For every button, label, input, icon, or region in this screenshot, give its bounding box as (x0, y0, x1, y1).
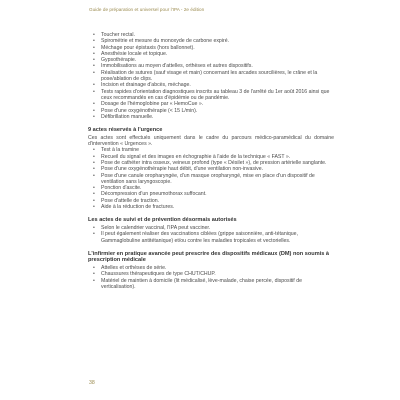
list-item: • Ponction d'ascite. (93, 185, 142, 192)
list-item: • Spirométrie et mesure du monoxyde de carbone expiré. (93, 38, 230, 45)
list-item: • Pose d'une oxygénothérapie (< 15 L/min). (93, 107, 198, 114)
list-item: • Pose d'attelle de traction. (93, 197, 160, 204)
list-item: • Toucher rectal. (93, 32, 136, 38)
list-item: • Défibrillation manuelle. (93, 113, 154, 120)
dispositifs-list (88, 265, 334, 290)
list-item: • Gypsothérapie. (93, 57, 137, 64)
bullet-icon: • (93, 197, 95, 204)
running-head: Guide de préparation et universel pour l'IPA - 2e édition (89, 7, 205, 12)
acts-list (88, 32, 334, 120)
list-item: • Dosage de l'hémoglobine par « HemoCue ». (93, 101, 204, 108)
bullet-icon: • (93, 57, 95, 64)
bullet-icon: • (93, 44, 95, 51)
list-item: • Pose d'une oxygénothérapie haut débit, d'une ventilation non-invasive. (93, 166, 264, 173)
bullet-icon: • (93, 277, 95, 284)
list-item: • Recueil du signal et des images en échographie à l'aide de la technique « FAST ». (93, 153, 291, 160)
urgence-list (88, 147, 334, 210)
bullet-icon: • (93, 88, 95, 95)
bullet-icon: • (93, 159, 95, 166)
list-item: • Incision et drainage d'abcès, méchage. (93, 82, 191, 89)
list-item: • Il peut également réaliser des vaccinations ciblées (grippe saisonnière, anti-tétanique, Gammaglobuline antitétanique) et/ou contre les maladies tropicales et vectorielles. (93, 231, 298, 244)
list-item: • Tests rapides d'orientation diagnostiques inscrits au tableau 3 de l'arrêté du 1er août 2016 ainsi que ceux recommandés en cas d'épidémie ou de pandémie. (93, 88, 330, 101)
bullet-icon: • (93, 101, 95, 108)
bullet-icon: • (93, 38, 95, 45)
page-number: 38 (89, 380, 95, 386)
section-title-dispositifs: L'infirmier en pratique avancée peut prescrire des dispositifs médicaux (DM) non soumis à prescription médicale (88, 250, 329, 264)
bullet-icon: • (93, 166, 95, 173)
list-item: • Attelles et orthèses de série. (93, 264, 167, 271)
list-item: • Méchage pour épistaxis (hors ballonnet). (93, 44, 195, 51)
page-content (88, 32, 334, 290)
bullet-icon: • (93, 153, 95, 160)
section-intro: Ces actes sont effectués uniquement dans le cadre du parcours médico-paramédical du domaine d'intervention « Urgences ». (88, 134, 334, 148)
list-item: • Anesthésie locale et topique. (93, 50, 168, 57)
list-item: • Chaussures thérapeutiques de type CHUT/CHUP. (93, 271, 216, 278)
list-item: • Pose d'une canule oropharyngée, d'un masque oropharyngé, mise en place d'un dispositif de ventilation sans laryngoscopie. (93, 172, 315, 185)
bullet-icon: • (93, 191, 95, 198)
list-item: • Aide à la réduction de fractures. (93, 204, 175, 211)
list-item: • Selon le calendrier vaccinal, l'IPA peut vacciner. (93, 224, 211, 231)
bullet-icon: • (93, 204, 95, 211)
section-title-urgence: 9 actes réservés à l'urgence (88, 127, 163, 134)
bullet-icon: • (93, 50, 95, 57)
bullet-icon: • (93, 185, 95, 192)
bullet-icon: • (93, 63, 95, 70)
section-title-suivi: Les actes de suivi et de prévention désormais autorisés (88, 217, 237, 224)
bullet-icon: • (93, 264, 95, 271)
list-item: • Décompression d'un pneumothorax suffocant. (93, 191, 207, 198)
list-item: • Test à la tramine (93, 147, 140, 154)
bullet-icon: • (93, 113, 95, 120)
bullet-icon: • (93, 147, 95, 154)
bullet-icon: • (93, 224, 95, 231)
bullet-icon: • (93, 271, 95, 278)
list-item: • Immobilisations au moyen d'attelles, orthèses et autres dispositifs. (93, 63, 253, 70)
bullet-icon: • (93, 172, 95, 179)
list-item: • Réalisation de sutures (sauf visage et main) concernant les arcades sourcilières, le crâne et la pose/ablation de clips. (93, 69, 318, 83)
list-item: • Pose de cathéter intra osseux, veineux profond (type « Désilet »), de pression artérielle sanglante. (93, 159, 327, 166)
bullet-icon: • (93, 32, 95, 38)
suivi-list (88, 225, 334, 244)
bullet-icon: • (93, 231, 95, 238)
bullet-icon: • (93, 69, 95, 76)
bullet-icon: • (93, 82, 95, 89)
bullet-icon: • (93, 107, 95, 114)
list-item: • Matériel de maintien à domicile (lit médicalisé, lève-malade, chaise percée, dispositif de verticalisation). (93, 277, 302, 290)
